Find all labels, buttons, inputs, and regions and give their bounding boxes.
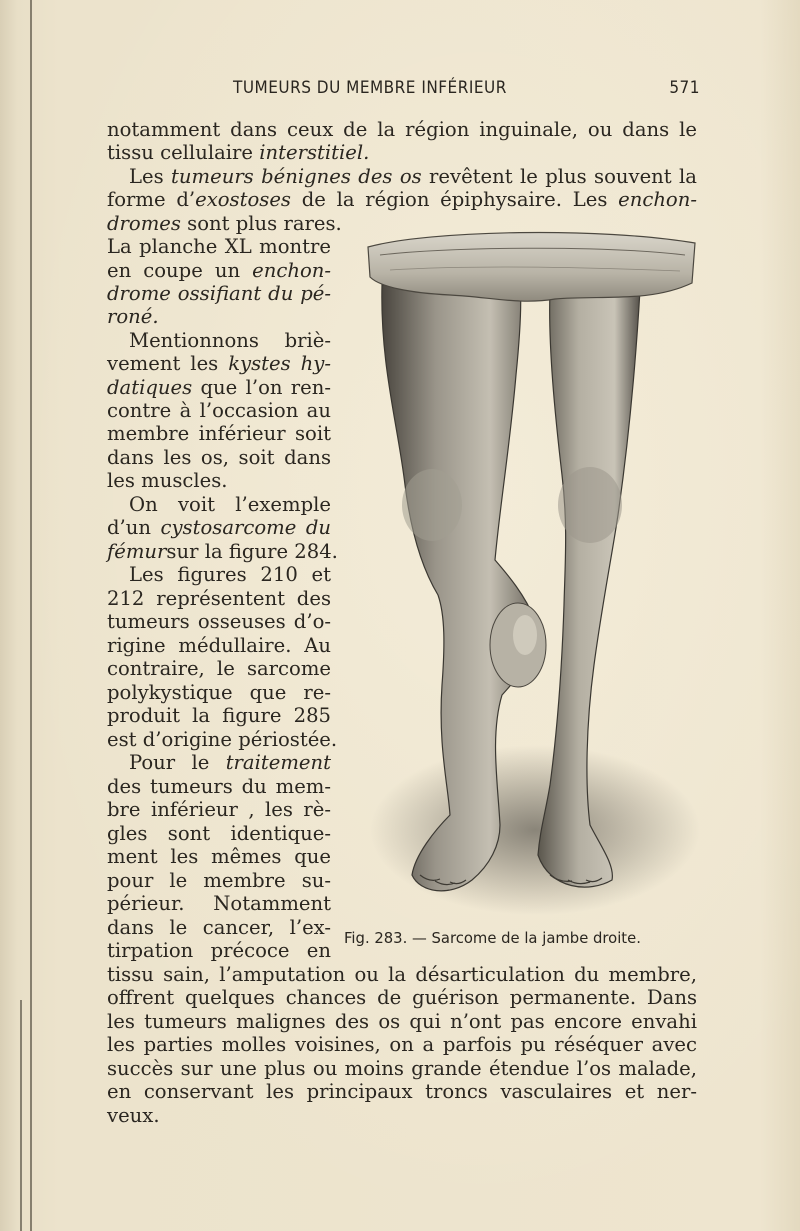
text-line: notamment dans ceux de la région inguinale, ou dans le (107, 118, 697, 141)
text-line: les parties molles voisines, on a parfois pu réséquer avec (107, 1033, 697, 1056)
text-line: roné. (107, 305, 159, 328)
text-line: contraire, le sarcome (107, 657, 331, 680)
text-line: rigine médullaire. Au (107, 634, 331, 657)
binding-edge (30, 0, 32, 1231)
figure-caption: Fig. 283. — Sarcome de la jambe droite. (344, 930, 641, 947)
text-line: fémursur la figure 284. (107, 540, 338, 563)
text-line: vement les kystes hy- (107, 352, 331, 375)
text-line: gles sont identique- (107, 822, 331, 845)
text-line: polykystique que re- (107, 681, 331, 704)
text-line: tumeurs osseuses d’o- (107, 610, 331, 633)
text-line: ment les mêmes que (107, 845, 331, 868)
text-line: datiques que l’on ren- (107, 376, 331, 399)
text-line: dromes sont plus rares. (107, 212, 342, 235)
text-line: Les figures 210 et (129, 563, 331, 586)
page-number: 571 (669, 78, 700, 98)
text-line: contre à l’occasion au (107, 399, 331, 422)
text-line: en conservant les principaux troncs vasculaires et ner- (107, 1080, 697, 1103)
text-line: On voit l’exemple (129, 493, 331, 516)
text-line: est d’origine périostée. (107, 728, 338, 751)
text-line: périeur. Notamment (107, 892, 331, 915)
text-line: d’un cystosarcome du (107, 516, 331, 539)
text-line: dans les os, soit dans (107, 446, 331, 469)
text-line: bre inférieur , les rè- (107, 798, 331, 821)
text-line: tissu cellulaire interstitiel. (107, 141, 370, 164)
text-line: pour le membre su- (107, 869, 331, 892)
text-line: des tumeurs du mem- (107, 775, 331, 798)
figure-legs-illustration (350, 225, 700, 925)
text-line: veux. (107, 1104, 160, 1127)
text-line: offrent quelques chances de guérison permanente. Dans (107, 986, 697, 1009)
text-line: tissu sain, l’amputation ou la désarticulation du membre, (107, 963, 697, 986)
text-line: forme d’exostoses de la région épiphysaire. Les enchon- (107, 188, 697, 211)
text-line: les tumeurs malignes des os qui n’ont pas encore envahi (107, 1010, 697, 1033)
text-line: dans le cancer, l’ex- (107, 916, 331, 939)
text-line: drome ossifiant du pé- (107, 282, 331, 305)
text-line: La planche XL montre (107, 235, 331, 258)
running-header (105, 78, 700, 104)
text-line: Les tumeurs bénignes des os revêtent le plus souvent la (129, 165, 697, 188)
text-line: membre inférieur soit (107, 422, 331, 445)
text-line: les muscles. (107, 469, 228, 492)
text-line: succès sur une plus ou moins grande étendue l’os malade, (107, 1057, 697, 1080)
text-line: produit la figure 285 (107, 704, 331, 727)
running-title: TUMEURS DU MEMBRE INFÉRIEUR (233, 78, 507, 98)
text-line: tirpation précoce en (107, 939, 331, 962)
text-line: Mentionnons briè- (129, 329, 331, 352)
text-line: en coupe un enchon- (107, 259, 332, 282)
text-line: 212 représentent des (107, 587, 331, 610)
text-line: Pour le traitement (129, 751, 332, 774)
binding-edge-lower (20, 1000, 22, 1231)
